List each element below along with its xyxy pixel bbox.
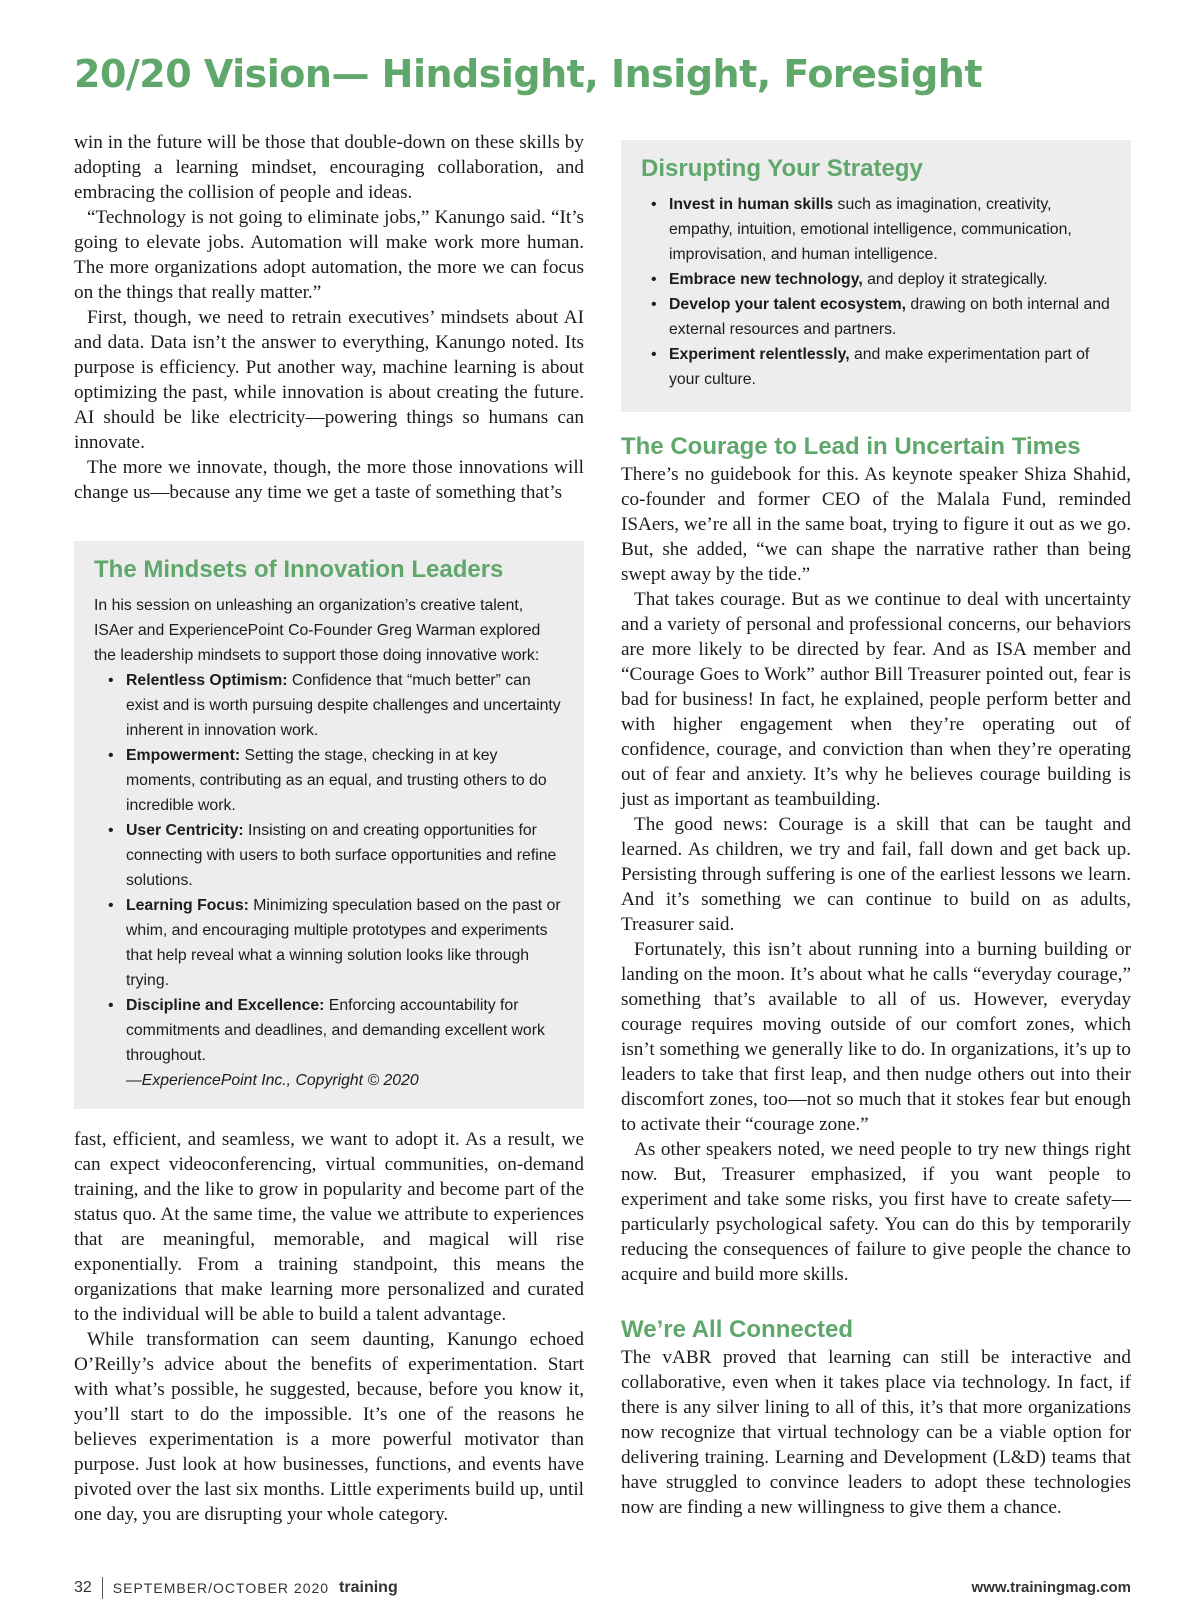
list-item-text: such as imagination, creativity, empathy, intuition, emotional intelligence, communication, improvisation, and human intelligence. (669, 196, 1072, 263)
list-item-bold: Experiment relentlessly, (669, 346, 850, 363)
sidebar-list-item (126, 818, 566, 893)
left-column (74, 130, 584, 1527)
sidebar-list-item (669, 292, 1113, 342)
sidebar-list-item (126, 743, 566, 818)
page-footer (74, 1577, 1131, 1605)
list-item-bold: Invest in human skills (669, 196, 834, 213)
list-item-text: Setting the stage, checking in at key moments, contributing as an equal, and trusting others to do incredible work. (126, 747, 547, 814)
list-item-text: Minimizing speculation based on the past or whim, and encouraging multiple prototypes and experiments that help reveal what a winning solution looks like through trying. (126, 897, 561, 989)
list-item-text: drawing on both internal and external resources and partners. (669, 296, 1110, 338)
body-paragraph: win in the future will be those that double-down on these skills by adopting a learning mindset, encouraging collaboration, and embracing the collision of people and ideas. (74, 132, 584, 203)
sidebar-list-item (126, 668, 566, 743)
sidebar-innovation-leaders (74, 541, 584, 1109)
list-item-text: and make experimentation part of your culture. (669, 346, 1090, 388)
section-heading-connected: We’re All Connected (621, 1316, 854, 1343)
sidebar-list-item (126, 993, 566, 1068)
sidebar-disrupting-strategy (621, 140, 1131, 412)
body-paragraph: “Technology is not going to eliminate jobs,” Kanungo said. “It’s going to elevate jobs. Automation will make work more human. The more organizations adopt automation, the more we can focus on the things that really matter.” (74, 207, 584, 303)
list-item-text: Confidence that “much better” can exist and is worth pursuing despite challenges and uncertainty inherent in innovation work. (126, 672, 561, 739)
body-paragraph: First, though, we need to retrain executives’ mindsets about AI and data. Data isn’t the answer to everything, Kanungo noted. Its purpose is efficiency. Put another way, machine learning is about optimizing the past, while innovation is about creating the future. AI should be like electricity—powering things so humans can innovate. (74, 307, 584, 453)
sidebar-credit: —ExperiencePoint Inc., Copyright © 2020 (126, 1072, 419, 1089)
list-item-bold: Embrace new technology, (669, 271, 863, 288)
page-title: 20/20 Vision— Hindsight, Insight, Foresight (74, 52, 982, 96)
body-paragraph: The vABR proved that learning can still be interactive and collaborative, even when it takes place via technology. In fact, if there is any silver lining to all of this, it’s that more organizations now recognize that virtual technology can be a viable option for delivering training. Learning and Development (L&D) teams that have struggled to convince leaders to adopt these technologies now are finding a new willingness to give them a chance. (621, 1347, 1131, 1518)
list-item-bold: Discipline and Excellence: (126, 997, 325, 1014)
list-item-bold: Develop your talent ecosystem, (669, 296, 907, 313)
section-heading-courage: The Courage to Lead in Uncertain Times (621, 433, 1081, 460)
right-column (621, 140, 1131, 1520)
sidebar-list-item (669, 267, 1113, 292)
body-paragraph: There’s no guidebook for this. As keynote speaker Shiza Shahid, co-founder and former CEO of the Malala Fund, reminded ISAers, we’re all in the same boat, trying to figure it out as we go. But, she added, “we can shape the narrative rather than being swept away by the tide.” (621, 464, 1131, 585)
sidebar-heading: Disrupting Your Strategy (641, 155, 923, 182)
list-item-bold: Empowerment: (126, 747, 241, 764)
magazine-name: training (339, 1579, 398, 1596)
sidebar-list (94, 668, 566, 1068)
body-paragraph: The good news: Courage is a skill that can be taught and learned. As children, we try and fail, fall down and get back up. Persisting through suffering is one of the earliest lessons we learn. And it’s something we can continue to build on as adults, Treasurer said. (621, 814, 1131, 935)
body-paragraph: As other speakers noted, we need people to try new things right now. But, Treasurer emphasized, if you want people to experiment and take some risks, you first have to create safety—particularly psychological safety. You can do this by temporarily reducing the consequences of failure to give people the chance to acquire and build more skills. (621, 1139, 1131, 1285)
sidebar-heading: The Mindsets of Innovation Leaders (94, 556, 504, 583)
footer-left (74, 1577, 398, 1599)
website-url: www.trainingmag.com (971, 1579, 1131, 1596)
sidebar-list-item (126, 893, 566, 993)
sidebar-intro: In his session on unleashing an organization’s creative talent, ISAer and ExperiencePoint Co-Founder Greg Warman explored the leadership mindsets to support those doing innovative work: (94, 597, 541, 664)
body-paragraph: fast, efficient, and seamless, we want to adopt it. As a result, we can expect videoconferencing, virtual communities, on-demand training, and the like to grow in popularity and become part of the status quo. At the same time, the value we attribute to experiences that are meaningful, memorable, and magical will rise exponentially. From a training standpoint, this means the organizations that make learning more personalized and curated to the individual will be able to build a talent advantage. (74, 1129, 584, 1325)
page-number: 32 (74, 1579, 92, 1596)
list-item-text: Enforcing accountability for commitments and deadlines, and demanding excellent work throughout. (126, 997, 545, 1064)
body-paragraph: That takes courage. But as we continue to deal with uncertainty and a variety of personal and professional concerns, our behaviors are more likely to be directed by fear. And as ISA member and “Courage Goes to Work” author Bill Treasurer pointed out, fear is bad for business! In fact, he explained, people perform better and with higher engagement when they’re operating out of confidence, courage, and conviction than when they’re operating out of fear and anxiety. It’s why he believes courage building is just as important as teambuilding. (621, 589, 1131, 810)
list-item-bold: Relentless Optimism: (126, 672, 288, 689)
footer-divider (102, 1577, 103, 1599)
issue-date: SEPTEMBER/OCTOBER 2020 (112, 1580, 330, 1596)
list-item-text: and deploy it strategically. (862, 271, 1048, 288)
body-paragraph: Fortunately, this isn’t about running into a burning building or landing on the moon. It’s about what he calls “everyday courage,” something that’s available to all of us. However, everyday courage requires moving outside of our comfort zones, which isn’t something we generally like to do. In organizations, it’s up to leaders to take that first leap, and then nudge others out into their discomfort zones, too—not so much that it stokes fear but enough to activate their “courage zone.” (621, 939, 1131, 1135)
list-item-text: Insisting on and creating opportunities for connecting with users to both surface opportunities and refine solutions. (126, 822, 557, 889)
sidebar-list (641, 192, 1113, 392)
body-paragraph: The more we innovate, though, the more those innovations will change us—because any time we get a taste of something that’s (74, 457, 584, 503)
list-item-bold: Learning Focus: (126, 897, 249, 914)
list-item-bold: User Centricity: (126, 822, 244, 839)
sidebar-list-item (669, 342, 1113, 392)
body-paragraph: While transformation can seem daunting, Kanungo echoed O’Reilly’s advice about the benefits of experimentation. Start with what’s possible, he suggested, because, before you know it, you’ll start to do the impossible. It’s one of the reasons he believes experimentation is a more powerful motivator than purpose. Just look at how businesses, functions, and events have pivoted over the last six months. Little experiments build up, until one day, you are disrupting your whole category. (74, 1329, 584, 1525)
sidebar-list-item (669, 192, 1113, 267)
